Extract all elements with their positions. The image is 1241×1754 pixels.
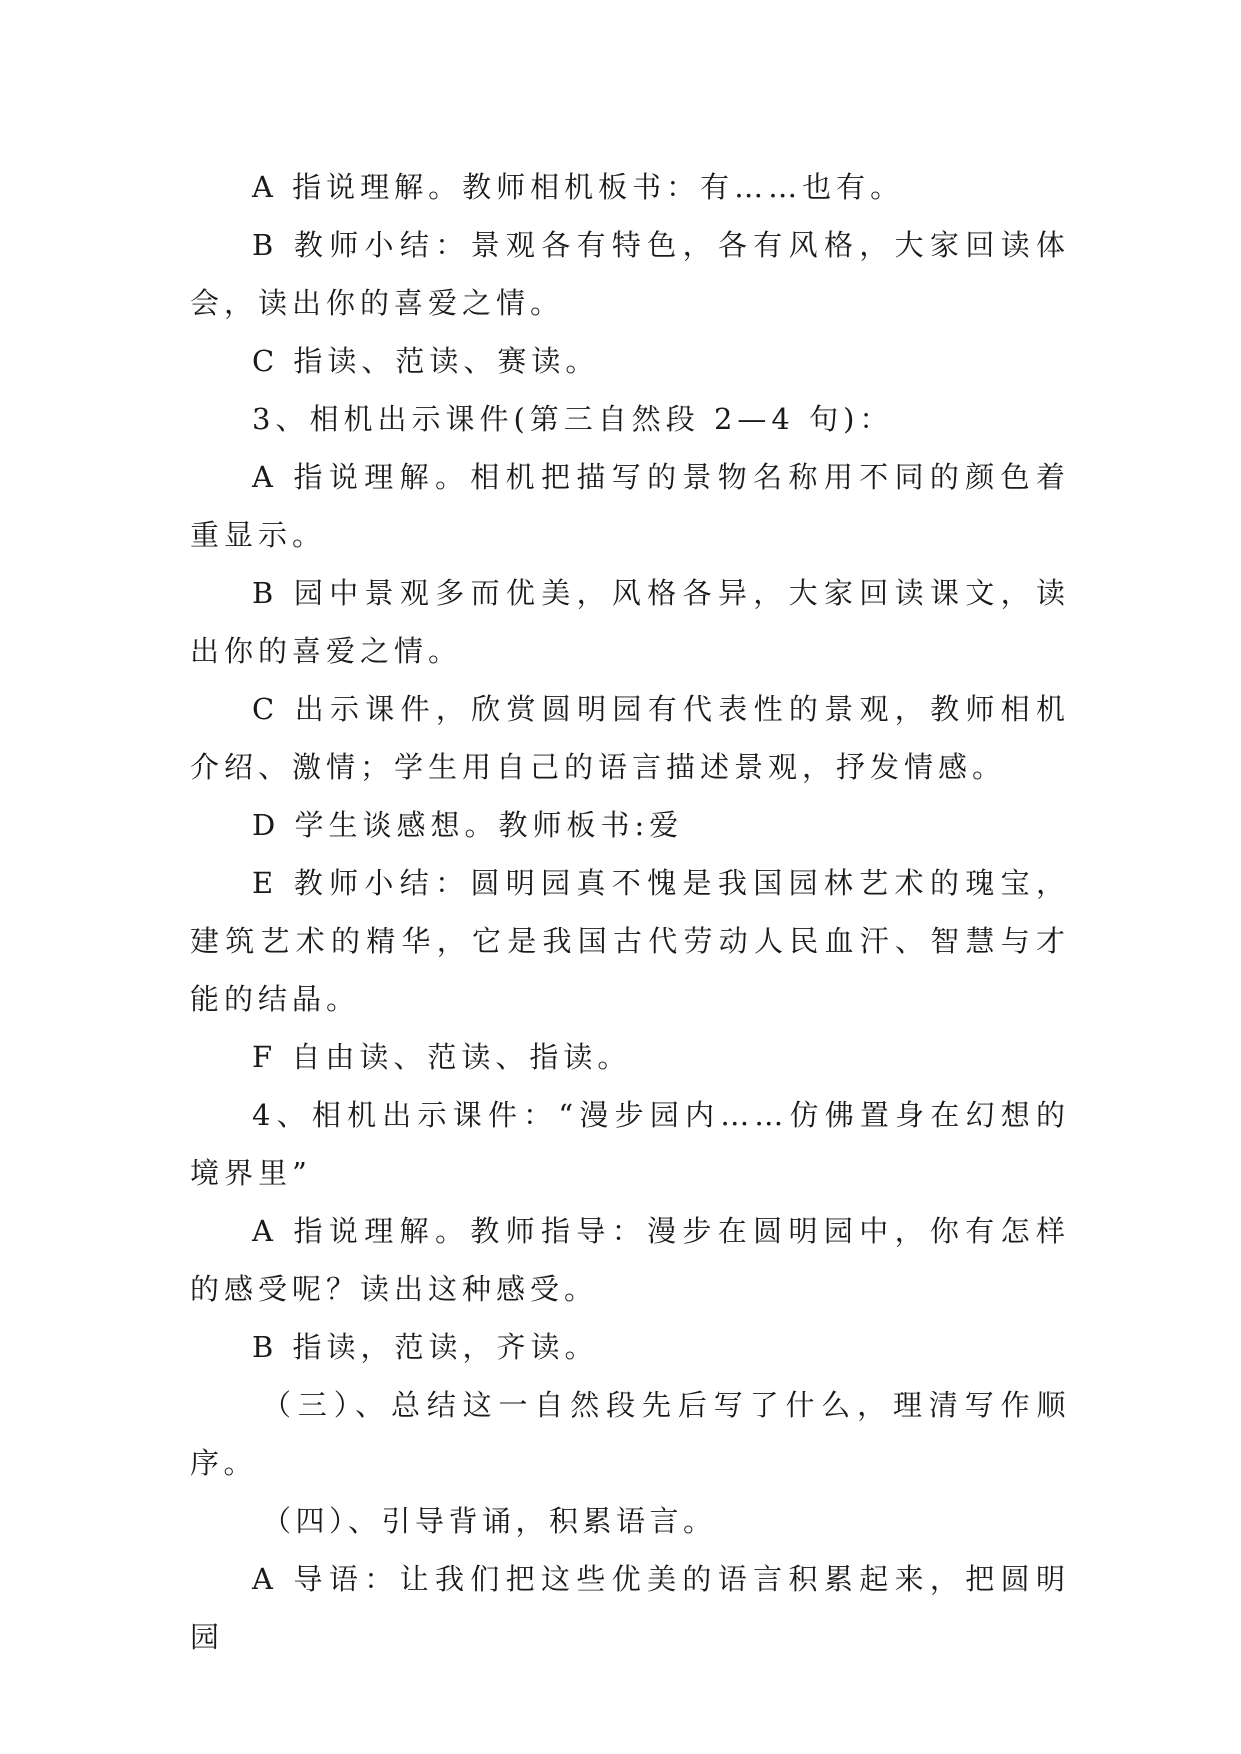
paragraph-13: B 指读，范读，齐读。 xyxy=(252,1330,599,1364)
paragraph-15: （四）、引导背诵，积累语言。 xyxy=(262,1504,717,1538)
paragraph-4: 3、相机出示课件(第三自然段 2—4 句)： xyxy=(252,402,894,436)
paragraph-14: （三）、总结这一自然段先后写了什么，理清写作顺序。 xyxy=(190,1388,1070,1480)
paragraph-3: C 指读、范读、赛读。 xyxy=(252,344,600,378)
paragraph-7: C 出示课件，欣赏圆明园有代表性的景观，教师相机介绍、激情；学生用自己的语言描述景观，抒发情感。 xyxy=(190,692,1070,784)
paragraph-12: A 指说理解。教师指导：漫步在圆明园中，你有怎样的感受呢？读出这种感受。 xyxy=(190,1214,1070,1306)
paragraph-6: B 园中景观多而优美，风格各异，大家回读课文，读出你的喜爱之情。 xyxy=(190,576,1070,668)
paragraph-8: D 学生谈感想。教师板书:爱 xyxy=(252,808,684,842)
paragraph-10: F 自由读、范读、指读。 xyxy=(252,1040,632,1074)
paragraph-2: B 教师小结：景观各有特色，各有风格，大家回读体会，读出你的喜爱之情。 xyxy=(190,228,1070,320)
document-body xyxy=(190,158,1070,1666)
paragraph-9: E 教师小结：圆明园真不愧是我国园林艺术的瑰宝，建筑艺术的精华，它是我国古代劳动人民血汗、智慧与才能的结晶。 xyxy=(190,866,1070,1016)
paragraph-11: 4、相机出示课件：“漫步园内……仿佛置身在幻想的境界里” xyxy=(190,1098,1070,1190)
paragraph-5: A 指说理解。相机把描写的景物名称用不同的颜色着重显示。 xyxy=(190,460,1070,552)
paragraph-16: A 导语：让我们把这些优美的语言积累起来，把圆明园 xyxy=(190,1562,1070,1654)
paragraph-1: A 指说理解。教师相机板书：有……也有。 xyxy=(252,170,905,204)
